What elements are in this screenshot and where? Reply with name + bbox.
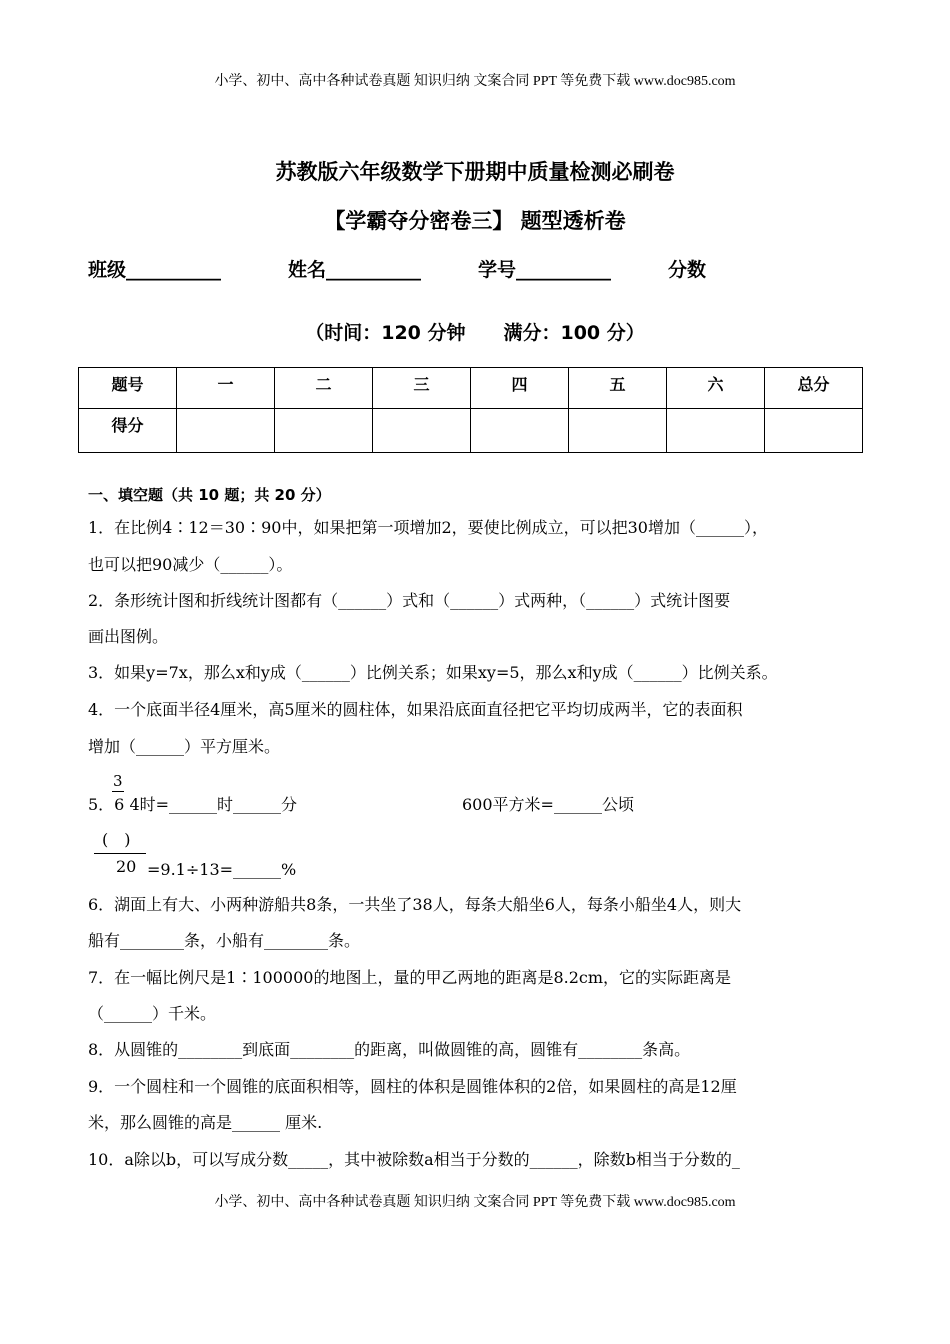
student-number-field: 学号__________	[478, 259, 612, 281]
question-line: 7．在一幅比例尺是1∶100000的地图上，量的甲乙两地的距离是8.2cm，它的实际距离是	[88, 968, 732, 987]
question-line: 增加（______）平方厘米。	[88, 737, 281, 756]
time-info: （时间：120 分钟 满分：100 分）	[305, 322, 645, 344]
table-cell: 五	[569, 368, 667, 409]
question-line: 也可以把90减少（______）。	[88, 555, 293, 574]
table-row	[79, 368, 863, 409]
table-cell: 总分	[765, 368, 863, 409]
fraction-numerator: 3	[113, 772, 123, 790]
score-table	[78, 367, 863, 453]
question-line: 5．6 4时=______时______分	[88, 795, 298, 814]
question-line: 9．一个圆柱和一个圆锥的底面积相等，圆柱的体积是圆锥体积的2倍，如果圆柱的高是12厘	[88, 1077, 737, 1096]
question-line: 1．在比例4∶12＝30∶90中，如果把第一项增加2，要使比例成立，可以把30增加（______），	[88, 518, 768, 537]
score-cell	[373, 409, 471, 453]
table-cell: 得分	[79, 409, 177, 453]
score-cell	[765, 409, 863, 453]
question-line: 8．从圆锥的________到底面________的距离，叫做圆锥的高，圆锥有________条高。	[88, 1040, 691, 1059]
question-line: 4．一个底面半径4厘米，高5厘米的圆柱体，如果沿底面直径把它平均切成两半，它的表面积	[88, 700, 743, 719]
section-heading: 一、填空题（共 10 题；共 20 分）	[88, 486, 331, 504]
score-cell	[177, 409, 275, 453]
fraction-denominator: 20	[116, 857, 137, 876]
fraction-numerator: ( )	[102, 830, 131, 849]
page-header: 小学、初中、高中各种试卷真题 知识归纳 文案合同 PPT 等免费下载 www.doc985.com	[214, 74, 736, 89]
page-footer: 小学、初中、高中各种试卷真题 知识归纳 文案合同 PPT 等免费下载 www.doc985.com	[214, 1195, 736, 1210]
exam-subtitle: 【学霸夺分密卷三】 题型透析卷	[324, 209, 626, 233]
question-line: =9.1÷13=______%	[147, 860, 297, 879]
question-line: 2．条形统计图和折线统计图都有（______）式和（______）式两种，（______）式统计图要	[88, 591, 731, 610]
question-line: （______）千米。	[88, 1004, 217, 1023]
table-cell: 六	[667, 368, 765, 409]
table-cell: 三	[373, 368, 471, 409]
question-line: 6．湖面上有大、小两种游船共8条，一共坐了38人，每条大船坐6人，每条小船坐4人，则大	[88, 895, 742, 914]
score-cell	[275, 409, 373, 453]
score-cell	[569, 409, 667, 453]
name-field: 姓名__________	[288, 259, 422, 281]
question-line: 米，那么圆锥的高是______ 厘米.	[88, 1113, 323, 1132]
question-line: 3．如果y=7x，那么x和y成（______）比例关系；如果xy=5，那么x和y成（______）比例关系。	[88, 663, 778, 682]
table-cell: 二	[275, 368, 373, 409]
table-row	[79, 409, 863, 453]
question-line: 10．a除以b，可以写成分数_____，其中被除数a相当于分数的______，除数b相当于分数的_	[88, 1150, 740, 1169]
exam-title: 苏教版六年级数学下册期中质量检测必刷卷	[275, 160, 675, 184]
question-line: 船有________条，小船有________条。	[88, 931, 361, 950]
question-line: 600平方米=______公顷	[462, 795, 634, 814]
question-line: 画出图例。	[88, 627, 169, 646]
table-cell: 题号	[79, 368, 177, 409]
table-cell: 四	[471, 368, 569, 409]
fraction-bar	[112, 791, 124, 792]
score-cell	[667, 409, 765, 453]
fraction-bar	[94, 853, 146, 854]
score-field: 分数	[668, 259, 707, 281]
class-field: 班级__________	[88, 259, 222, 281]
table-cell: 一	[177, 368, 275, 409]
score-cell	[471, 409, 569, 453]
